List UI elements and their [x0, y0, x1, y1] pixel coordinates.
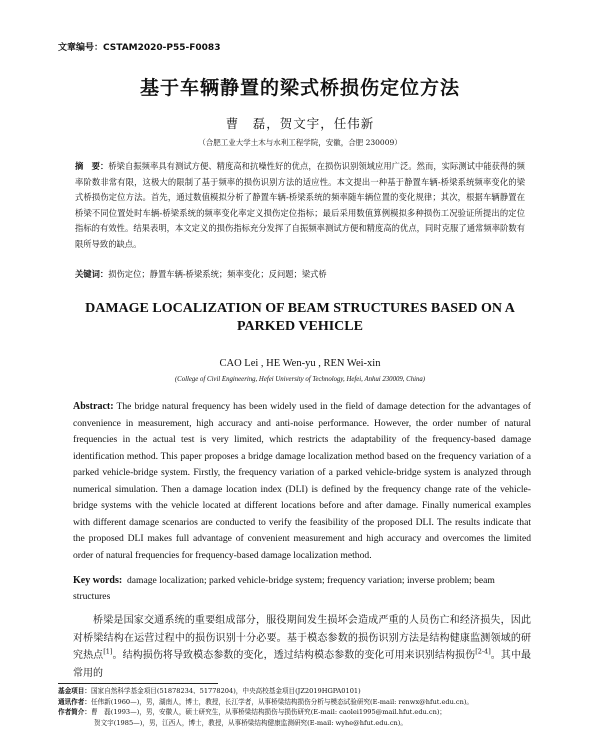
en-keywords-label: Key words:	[73, 575, 123, 586]
cn-keywords	[75, 267, 525, 283]
cn-authors: 曹 磊，贺文宇，任伟新	[225, 116, 375, 131]
cn-abstract-text: 桥梁自振频率具有测试方便、精度高和抗噪性好的优点，在损伤识别领域应用广泛。然而，实际测试中能获得的频率阶数非常有限，这极大的限制了基于频率的损伤识别方法的适应性。本文提出一种基于静置车辆-桥梁系统频率变化的梁式桥损伤定位方法。首先，通过数值模拟分析了静置车辆-桥梁系统的频率随车辆位置的变化规律；其次，根据车辆静置在桥梁不同位置处时车辆-桥梁系统的频率变化率定义损伤定位指标；最后采用数值算例模拟多种损伤工况验证所提出的定位指标的有效性。结果表明，本文定义的损伤指标充分发挥了自振频率测试方便和精度高的优点，同时克服了通常频率阶数有限所导致的缺点。	[75, 161, 525, 249]
cn-keywords-text: 损伤定位；静置车辆-桥梁系统；频率变化；反问题；梁式桥	[108, 269, 327, 279]
en-authors: CAO Lei , HE Wen-yu , REN Wei-xin	[219, 358, 381, 369]
footnote-divider	[58, 683, 218, 684]
cn-abstract	[75, 159, 525, 252]
en-keywords-text: damage localization; parked vehicle-bridge system; frequency variation; inverse problem; beam structures	[73, 575, 495, 602]
citation-2[interactable]: [2-4]	[475, 647, 491, 656]
footnote-fund	[58, 686, 538, 697]
en-keywords	[73, 573, 531, 605]
footnote-corresponding	[58, 697, 538, 708]
footnote-author-text-2: 贺文宇(1985—)，男，江西人，博士，教授，从事桥梁结构健康监测研究(E-mail: wyhe@hfut.edu.cn)。	[94, 718, 407, 727]
en-affiliation: (College of Civil Engineering, Hefei University of Technology, Hefei, Anhui 230009, China)	[174, 376, 426, 383]
cn-title: 基于车辆静置的梁式桥损伤定位方法	[139, 77, 460, 99]
footnote-author-1	[58, 707, 538, 718]
footnotes	[58, 686, 538, 728]
footnote-author-2	[58, 718, 538, 729]
citation-1[interactable]: [1]	[103, 647, 113, 656]
body-text-a: 桥梁是国家交通系统的重要组成部分，服役期间发生损坏会造成严重的人员伤亡和经济损失，因此对桥梁结构在运营过程中的损伤识别十分必要。基于模态参数的损伤识别方法是结构健康监测领域的研究热点	[73, 615, 531, 661]
footnote-author-text-1: 曹 磊(1993—)，男，安徽人，硕士研究生，从事桥梁结构损伤与损伤研究(E-mail: caolei1995@mail.hfut.edu.cn)；	[90, 708, 446, 716]
en-abstract-label: Abstract:	[73, 401, 114, 412]
cn-keywords-label: 关键词：	[75, 269, 109, 279]
footnote-fund-label: 基金项目：	[58, 687, 91, 695]
footnote-corresponding-text: 任伟新(1960—)，男，湖南人，博士，教授，长江学者，从事桥梁结构损伤分析与模态试验研究(E-mail: renwx@hfut.edu.cn)。	[90, 697, 474, 706]
article-id: 文章编号：CSTAM2020-P55-F0083	[58, 43, 221, 53]
en-title: DAMAGE LOCALIZATION OF BEAM STRUCTURES BASED ON A PARKED VEHICLE	[85, 301, 515, 334]
en-abstract	[73, 399, 531, 564]
cn-affiliation: （合肥工业大学土木与水利工程学院，安徽，合肥 230009）	[198, 138, 402, 147]
body-paragraph	[73, 612, 531, 682]
body-text-b: 。结构损伤将导致模态参数的变化，透过结构模态参数的变化可用来识别结构损伤	[112, 650, 476, 661]
footnote-fund-text: 国家自然科学基金项目(51878234、51778204)，中央高校基金项目(JZ2019HGPA0101)	[90, 687, 361, 695]
cn-abstract-label: 摘 要：	[75, 161, 109, 171]
body-text-c: 。其中最常用的	[73, 650, 532, 679]
footnote-author-label: 作者简介：	[58, 708, 91, 716]
footnote-corresponding-label: 通讯作者：	[58, 697, 91, 706]
en-abstract-text: The bridge natural frequency has been widely used in the field of damage detection for the advantages of convenience in measurement, high accuracy and anti-noise performance. However, the order number of natural frequencies in the actual test is very limited, which restricts the adaptability of the frequency-based damage identification method. This paper proposes a bridge damage localization method based on the frequency variation of a parked vehicle-bridge system. Firstly, the frequency variation of a parked vehicle-bridge system is analyzed through numerical simulation. Then a damage location index (DLI) is defined by the frequency change rate of the vehicle-bridge systems with the vehicle located at different locations before and after damage. Finally numerical examples with different damage scenarios are conducted to verify the feasibility of the proposed DLI. The results indicate that the proposed DLI makes full advantage of convenient measurement and high accuracy and overcomes the limited order of natural frequencies for frequency-based damage localization method.	[73, 401, 531, 561]
